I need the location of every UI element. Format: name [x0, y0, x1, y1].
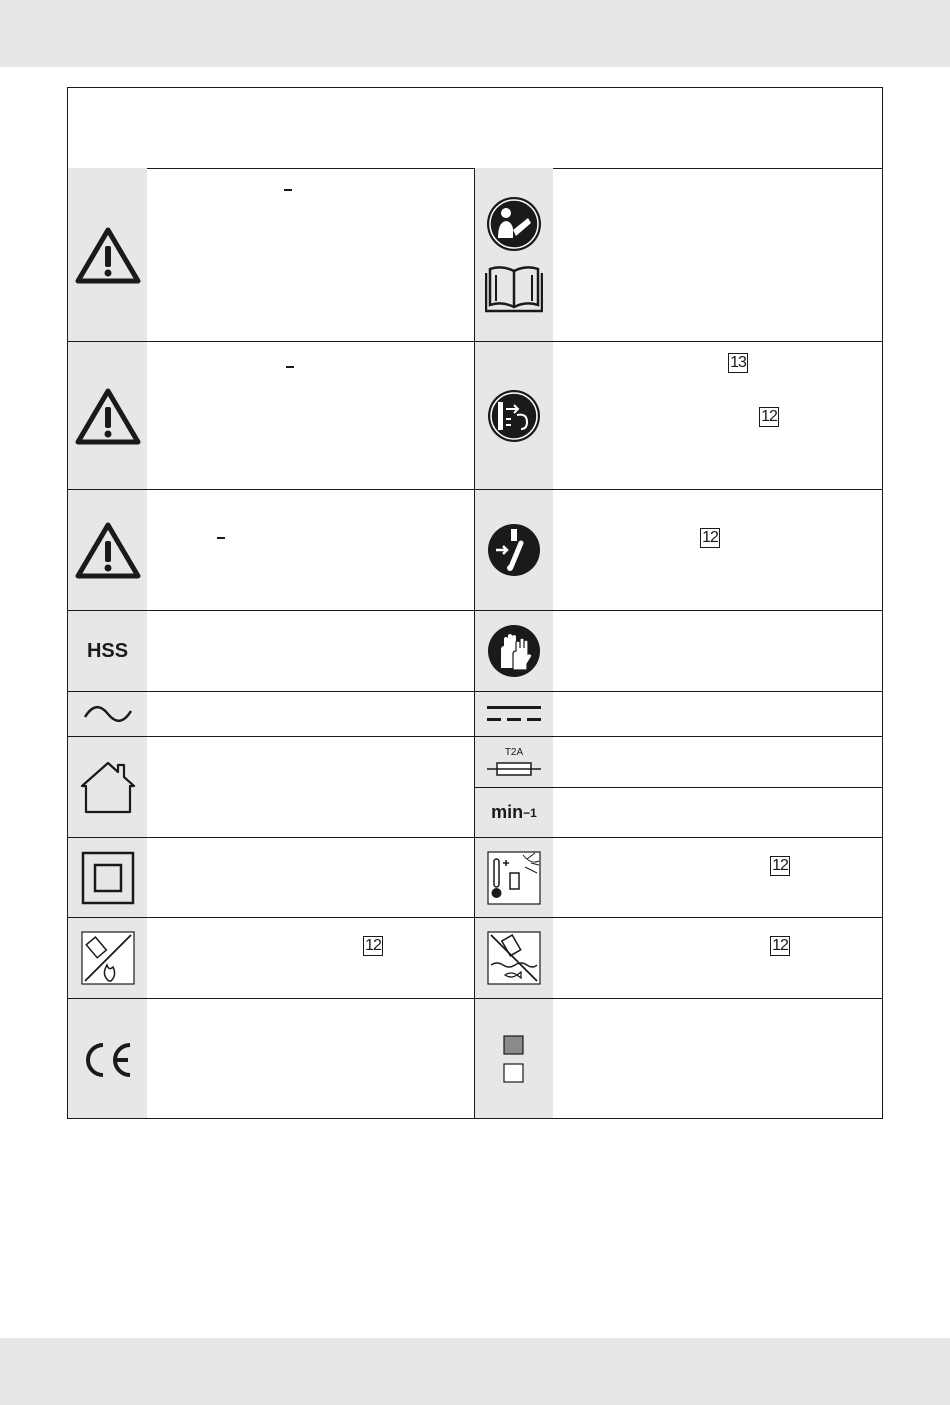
- no-water-disposal-icon: [475, 918, 553, 998]
- text-dash: [286, 366, 294, 368]
- reference-box: 12: [770, 856, 790, 876]
- warning-triangle-icon: [68, 490, 147, 610]
- reference-box: 12: [700, 528, 720, 548]
- text-dash: [284, 189, 292, 191]
- speed-unit-label: [475, 788, 553, 837]
- direct-current-icon: [475, 692, 553, 736]
- ce-mark-icon: [68, 999, 147, 1120]
- hss-label: [68, 611, 147, 691]
- fuse-rating-text: T2A: [504, 747, 524, 758]
- fuse-icon: [475, 737, 553, 787]
- text-dash: [217, 537, 225, 539]
- table-header: [68, 88, 882, 169]
- protection-class-ii-icon: [68, 838, 147, 917]
- min-exponent: −1: [523, 805, 537, 820]
- no-fire-icon: [68, 918, 147, 998]
- indoor-use-icon: [68, 737, 147, 837]
- open-book-icon: [475, 260, 553, 316]
- unplug-icon: [475, 342, 553, 489]
- reference-box: 12: [770, 936, 790, 956]
- symbol-table: [67, 87, 883, 1119]
- wear-gloves-icon: [475, 611, 553, 691]
- bottom-margin-band: [0, 1338, 950, 1405]
- top-margin-band: [0, 0, 950, 67]
- min-text: min: [491, 802, 524, 822]
- warning-triangle-icon: [68, 342, 147, 489]
- led-indicator-icon: [475, 999, 553, 1120]
- alternating-current-icon: [68, 692, 147, 736]
- temperature-sunlight-icon: [475, 838, 553, 917]
- disconnect-switch-icon: [475, 490, 553, 610]
- reference-box: 13: [728, 353, 748, 373]
- warning-triangle-icon: [68, 168, 147, 341]
- read-manual-icon: [475, 192, 553, 256]
- reference-box: 12: [759, 407, 779, 427]
- reference-box: 12: [363, 936, 383, 956]
- hss-text: HSS: [86, 639, 129, 662]
